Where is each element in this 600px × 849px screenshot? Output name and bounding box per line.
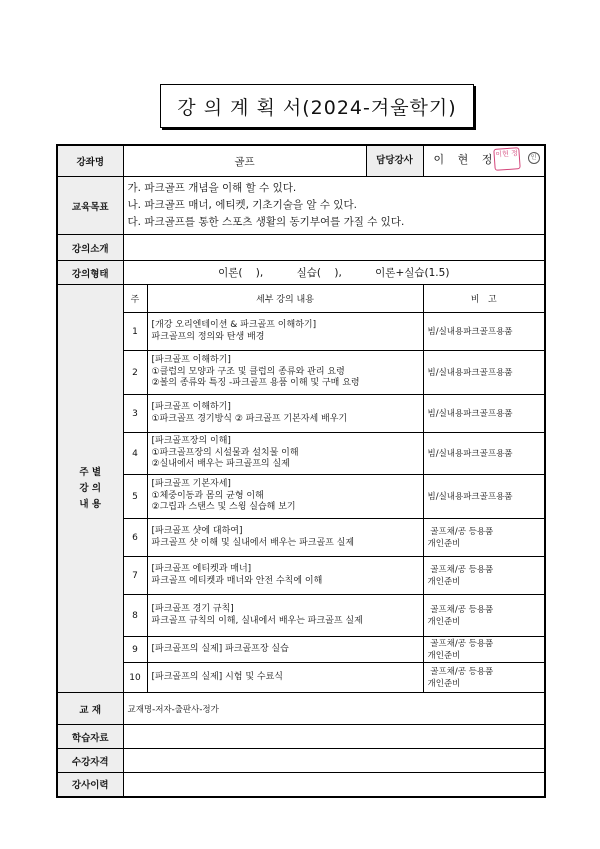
goals-list bbox=[123, 177, 545, 235]
week-row bbox=[57, 313, 545, 351]
history-label: 강사이력 bbox=[57, 773, 123, 797]
note-line: 개인준비 bbox=[427, 650, 461, 661]
qualification-value bbox=[123, 749, 545, 773]
instructor-cell bbox=[423, 145, 545, 177]
weekly-label: 주 별 강 의 내 용 bbox=[57, 285, 123, 693]
content-line: ②실내에서 배우는 파크골프의 실제 bbox=[151, 459, 290, 470]
qualification-label: 수강자격 bbox=[57, 749, 123, 773]
content-line: ②그립과 스탠스 및 스윙 실습해 보기 bbox=[151, 502, 296, 513]
content-line: [파크골프 기본자세] bbox=[151, 479, 231, 490]
week-row bbox=[57, 475, 545, 519]
instructor-label: 담당강사 bbox=[366, 146, 423, 176]
content-line: 파크골프 샷 이해 및 실내에서 배우는 파크골프 실제 bbox=[151, 537, 355, 548]
week-content bbox=[147, 433, 423, 475]
note-line: 골프채/공 등용품 bbox=[427, 564, 494, 575]
textbook-label: 교 재 bbox=[57, 693, 123, 725]
week-content bbox=[147, 313, 423, 351]
intro-value bbox=[123, 235, 545, 261]
syllabus-table bbox=[56, 144, 546, 798]
note-line: 골프채/공 등용품 bbox=[427, 604, 494, 615]
week-number: 1 bbox=[123, 313, 147, 351]
week-number: 10 bbox=[123, 663, 147, 693]
week-row bbox=[57, 351, 545, 395]
note-line: 빔/실내용파크골프용품 bbox=[427, 408, 513, 419]
intro-label: 강의소개 bbox=[57, 235, 123, 261]
week-row bbox=[57, 519, 545, 557]
textbook-value: 교재명-저자-출판사-정가 bbox=[123, 693, 545, 725]
week-row bbox=[57, 557, 545, 595]
week-row bbox=[57, 395, 545, 433]
note-line: 빔/실내용파크골프용품 bbox=[427, 448, 513, 459]
content-line: [파크골프장의 이해] bbox=[151, 436, 231, 447]
week-row bbox=[57, 637, 545, 663]
seal-mark: 인 bbox=[528, 152, 540, 164]
week-content bbox=[147, 519, 423, 557]
content-line: [파크골프 에티켓과 매너] bbox=[151, 564, 252, 574]
note-line: 골프채/공 등용품 bbox=[427, 526, 494, 537]
content-line: [개강 오리엔테이션 & 파크골프 이해하기] bbox=[151, 320, 317, 330]
week-row bbox=[57, 595, 545, 637]
course-label: 강좌명 bbox=[57, 145, 123, 177]
week-note bbox=[423, 519, 545, 557]
week-row bbox=[57, 433, 545, 475]
history-value bbox=[123, 773, 545, 797]
page-title: 강 의 계 획 서(2024-겨울학기) bbox=[160, 84, 474, 128]
week-number: 6 bbox=[123, 519, 147, 557]
week-note bbox=[423, 475, 545, 519]
content-line: [파크골프 경기 규칙] bbox=[151, 604, 234, 614]
week-number: 5 bbox=[123, 475, 147, 519]
instructor-stamp: 이현 정 bbox=[493, 147, 520, 171]
week-note bbox=[423, 663, 545, 693]
content-line: ②볼의 종류와 특징 -파크골프 용품 이해 및 구매 요령 bbox=[151, 378, 360, 389]
week-number: 9 bbox=[123, 637, 147, 663]
content-header: 세부 강의 내용 bbox=[147, 285, 423, 313]
week-note bbox=[423, 433, 545, 475]
course-value: 골프 bbox=[234, 155, 255, 168]
content-line: 파크골프 규칙의 이해, 실내에서 배우는 파크골프 실제 bbox=[151, 615, 363, 626]
note-line: 개인준비 bbox=[427, 678, 461, 689]
week-content bbox=[147, 557, 423, 595]
content-line: ①파크골프장의 시설물과 설치물 이해 bbox=[151, 447, 299, 458]
note-line: 빔/실내용파크골프용품 bbox=[427, 367, 513, 378]
week-number: 2 bbox=[123, 351, 147, 395]
content-line: [파크골프의 실제] 시험 및 수료식 bbox=[151, 671, 283, 682]
content-line: [파크골프 샷에 대하여] bbox=[151, 526, 243, 536]
materials-value bbox=[123, 725, 545, 749]
content-line: 파크골프 에티켓과 매너와 안전 수칙에 이해 bbox=[151, 575, 323, 586]
note-line: 골프채/공 등용품 bbox=[427, 666, 494, 677]
week-note bbox=[423, 595, 545, 637]
week-note bbox=[423, 313, 545, 351]
week-content bbox=[147, 475, 423, 519]
week-content bbox=[147, 395, 423, 433]
note-line: 개인준비 bbox=[427, 616, 461, 627]
content-line: 파크골프의 정의와 탄생 배경 bbox=[151, 331, 265, 342]
content-line: [파크골프 이해하기] bbox=[151, 402, 231, 412]
note-line: 골프채/공 등용품 bbox=[427, 638, 494, 649]
content-line: [파크골프 이해하기] bbox=[151, 355, 231, 366]
week-content bbox=[147, 637, 423, 663]
content-line: ①체중이동과 몸의 균형 이해 bbox=[151, 490, 264, 501]
note-line: 개인준비 bbox=[427, 538, 461, 549]
week-number: 3 bbox=[123, 395, 147, 433]
week-note bbox=[423, 395, 545, 433]
week-number: 4 bbox=[123, 433, 147, 475]
note-line: 빔/실내용파크골프용품 bbox=[427, 326, 513, 337]
week-row bbox=[57, 663, 545, 693]
week-note bbox=[423, 351, 545, 395]
instructor-name: 이 현 정 bbox=[433, 153, 498, 166]
note-header: 비 고 bbox=[423, 285, 545, 313]
content-line: [파크골프의 실제] 파크골프장 실습 bbox=[151, 643, 289, 654]
week-number: 7 bbox=[123, 557, 147, 595]
week-content bbox=[147, 663, 423, 693]
week-header: 주 bbox=[123, 285, 147, 313]
week-content bbox=[147, 351, 423, 395]
content-line: ①파크골프 경기방식 ② 파크골프 기본자세 배우기 bbox=[151, 413, 348, 424]
content-line: ①클럽의 모양과 구조 및 클럽의 종류와 관리 요령 bbox=[151, 366, 345, 377]
week-content bbox=[147, 595, 423, 637]
goals-label: 교육목표 bbox=[57, 177, 123, 235]
note-line: 개인준비 bbox=[427, 576, 461, 587]
goal-item: 다. 파크골프를 통한 스포츠 생활의 동기부여를 가질 수 있다. bbox=[127, 216, 405, 228]
goal-item: 가. 파크골프 개념을 이해 할 수 있다. bbox=[127, 182, 297, 194]
format-value: 이론( ), 실습( ), 이론+실습(1.5) bbox=[123, 261, 545, 285]
materials-label: 학습자료 bbox=[57, 725, 123, 749]
goal-item: 나. 파크골프 매너, 에티켓, 기초기술을 알 수 있다. bbox=[127, 199, 357, 211]
format-label: 강의형태 bbox=[57, 261, 123, 285]
week-note bbox=[423, 637, 545, 663]
week-number: 8 bbox=[123, 595, 147, 637]
week-note bbox=[423, 557, 545, 595]
note-line: 빔/실내용파크골프용품 bbox=[427, 491, 513, 502]
